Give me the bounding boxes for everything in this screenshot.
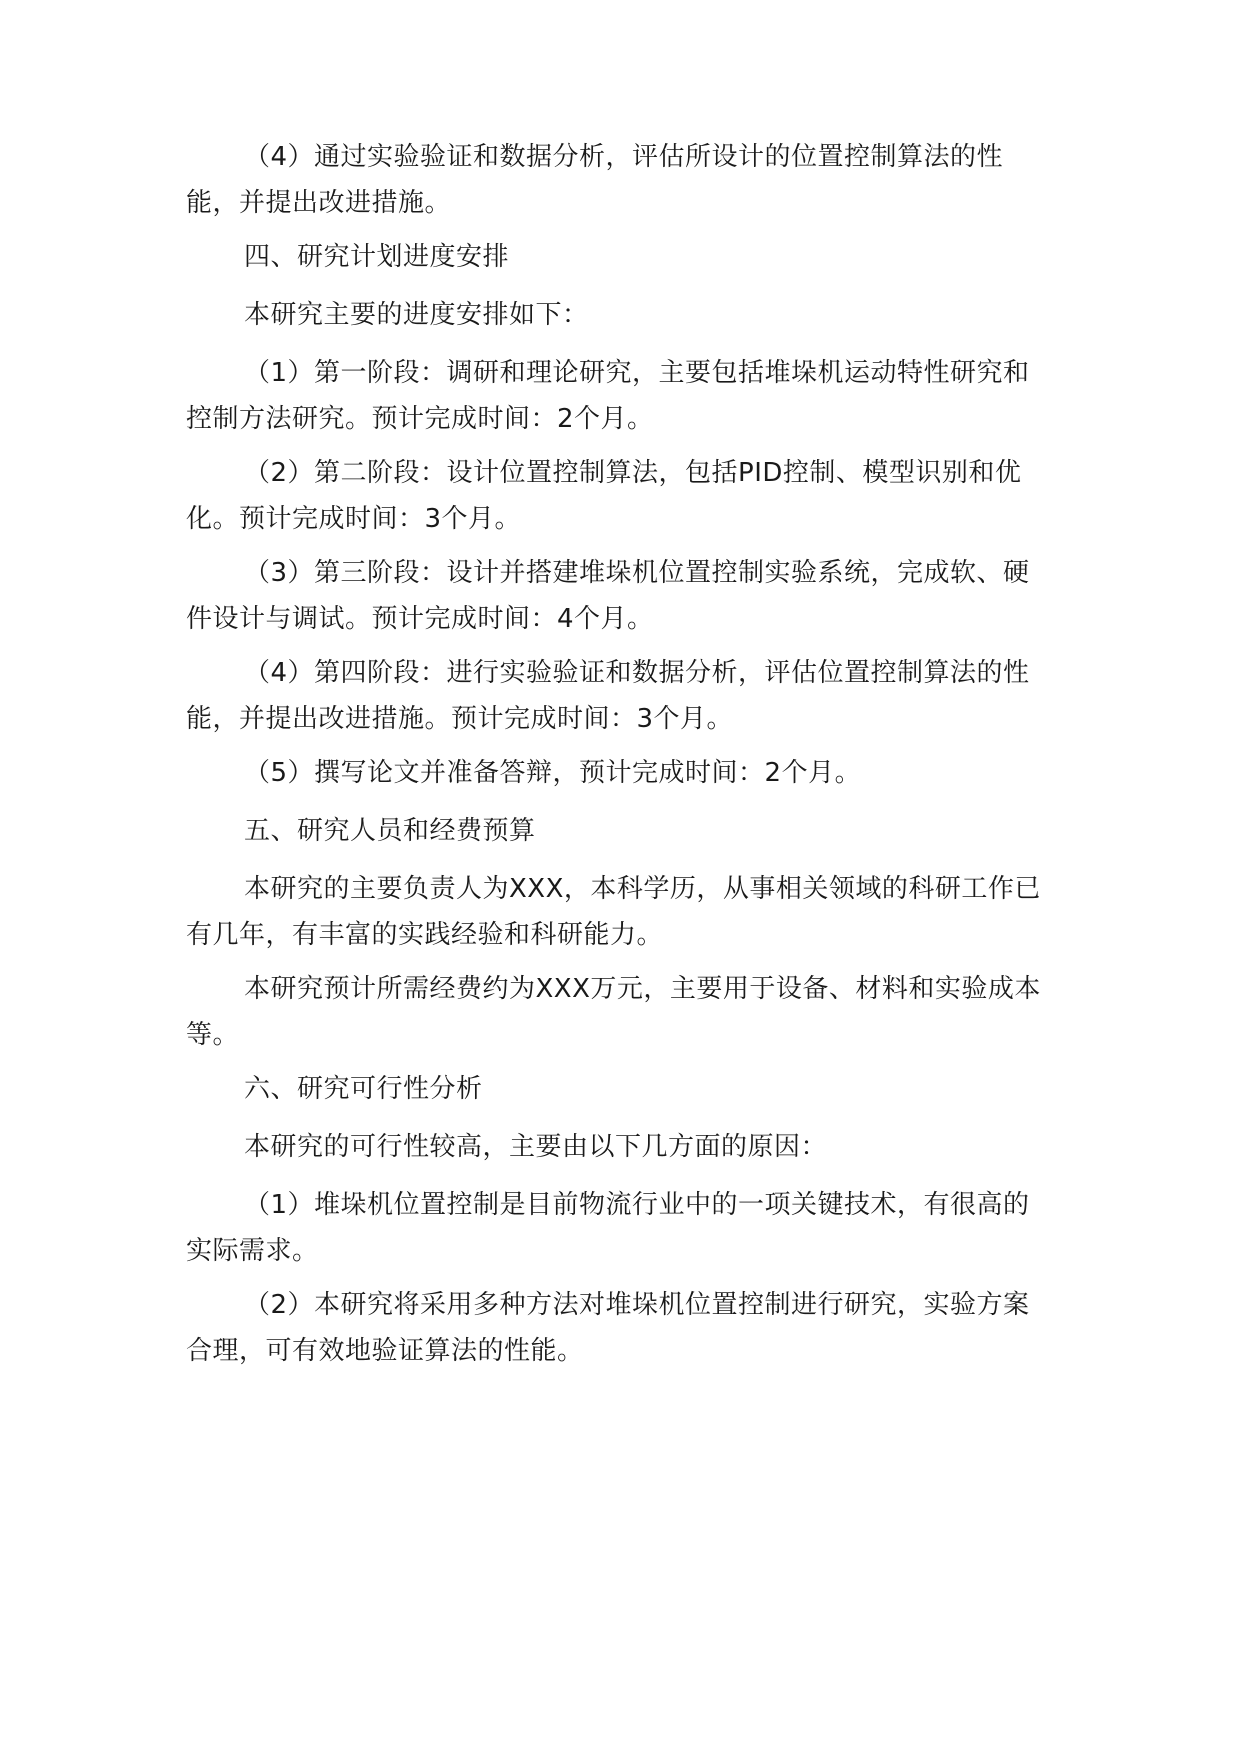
paragraph-stage-1: （1）第一阶段：调研和理论研究，主要包括堆垛机运动特性研究和控制方法研究。预计完成时间：2个月。 <box>186 358 1030 434</box>
paragraph-stage-4: （4）第四阶段：进行实验验证和数据分析，评估位置控制算法的性能，并提出改进措施。预计完成时间：3个月。 <box>186 658 1030 734</box>
paragraph-feasibility-2: （2）本研究将采用多种方法对堆垛机位置控制进行研究，实验方案合理，可有效地验证算法的性能。 <box>186 1290 1030 1366</box>
paragraph-feasibility-intro: 本研究的可行性较高，主要由以下几方面的原因： <box>244 1132 828 1162</box>
section-heading-personnel-budget: 五、研究人员和经费预算 <box>244 816 536 846</box>
paragraph-stage-2: （2）第二阶段：设计位置控制算法，包括PID控制、模型识别和优化。预计完成时间：3个月。 <box>186 458 1022 534</box>
paragraph-stage-5: （5）撰写论文并准备答辩，预计完成时间：2个月。 <box>244 758 862 788</box>
paragraph-objective-4: （4）通过实验验证和数据分析，评估所设计的位置控制算法的性能，并提出改进措施。 <box>186 142 1004 218</box>
paragraph-budget: 本研究预计所需经费约为XXX万元，主要用于设备、材料和实验成本等。 <box>186 974 1041 1050</box>
section-heading-feasibility: 六、研究可行性分析 <box>244 1074 483 1104</box>
paragraph-schedule-intro: 本研究主要的进度安排如下： <box>244 300 589 330</box>
paragraph-stage-3: （3）第三阶段：设计并搭建堆垛机位置控制实验系统，完成软、硬件设计与调试。预计完成时间：4个月。 <box>186 558 1030 634</box>
paragraph-feasibility-1: （1）堆垛机位置控制是目前物流行业中的一项关键技术，有很高的实际需求。 <box>186 1190 1030 1266</box>
section-heading-schedule: 四、研究计划进度安排 <box>244 242 510 272</box>
paragraph-personnel: 本研究的主要负责人为XXX，本科学历，从事相关领域的科研工作已有几年，有丰富的实践经验和科研能力。 <box>186 874 1041 950</box>
